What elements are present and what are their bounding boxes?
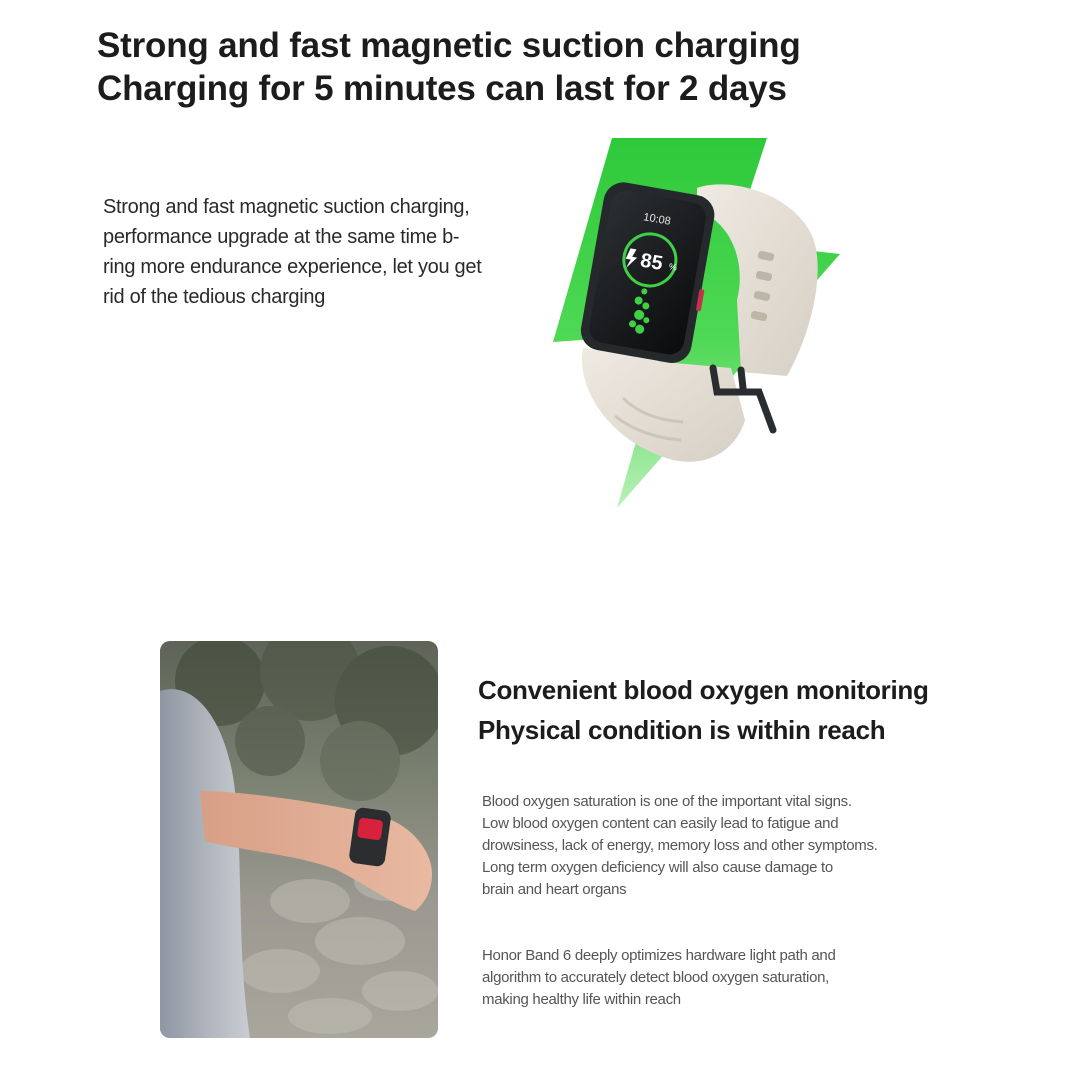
charging-description-line: performance upgrade at the same time b- xyxy=(103,226,460,248)
band-time: 10:08 xyxy=(642,211,672,228)
charge-percent: 85 xyxy=(638,249,665,275)
oxygen-headline-line: Physical condition is within reach xyxy=(478,715,886,745)
oxygen-headline xyxy=(478,670,929,750)
charging-description-line: rid of the tedious charging xyxy=(103,286,326,308)
oxygen-paragraph-line: making healthy life within reach xyxy=(482,991,681,1008)
charging-description xyxy=(103,192,558,312)
oxygen-paragraph-line: Honor Band 6 deeply optimizes hardware light path and xyxy=(482,947,836,964)
oxygen-headline-line: Convenient blood oxygen monitoring xyxy=(478,675,929,705)
oxygen-paragraph-line: drowsiness, lack of energy, memory loss and other symptoms. xyxy=(482,837,878,854)
charge-percent-sign: % xyxy=(668,261,678,273)
charging-description-line: ring more endurance experience, let you get xyxy=(103,256,482,278)
charging-headline xyxy=(97,24,801,110)
oxygen-paragraph-line: Low blood oxygen content can easily lead to fatigue and xyxy=(482,815,839,832)
band-charging-illustration xyxy=(545,130,850,515)
charging-description-line: Strong and fast magnetic suction charging, xyxy=(103,196,470,218)
oxygen-paragraph-1 xyxy=(482,791,952,901)
charging-headline-line: Strong and fast magnetic suction charging xyxy=(97,26,801,65)
oxygen-paragraph-line: Blood oxygen saturation is one of the important vital signs. xyxy=(482,793,852,810)
oxygen-paragraph-line: Long term oxygen deficiency will also cause damage to xyxy=(482,859,833,876)
oxygen-paragraph-2 xyxy=(482,945,952,1011)
oxygen-paragraph-line: brain and heart organs xyxy=(482,881,627,898)
oxygen-paragraph-line: algorithm to accurately detect blood oxygen saturation, xyxy=(482,969,830,986)
wrist-band-photo xyxy=(160,641,438,1038)
charging-headline-line: Charging for 5 minutes can last for 2 days xyxy=(97,69,787,108)
